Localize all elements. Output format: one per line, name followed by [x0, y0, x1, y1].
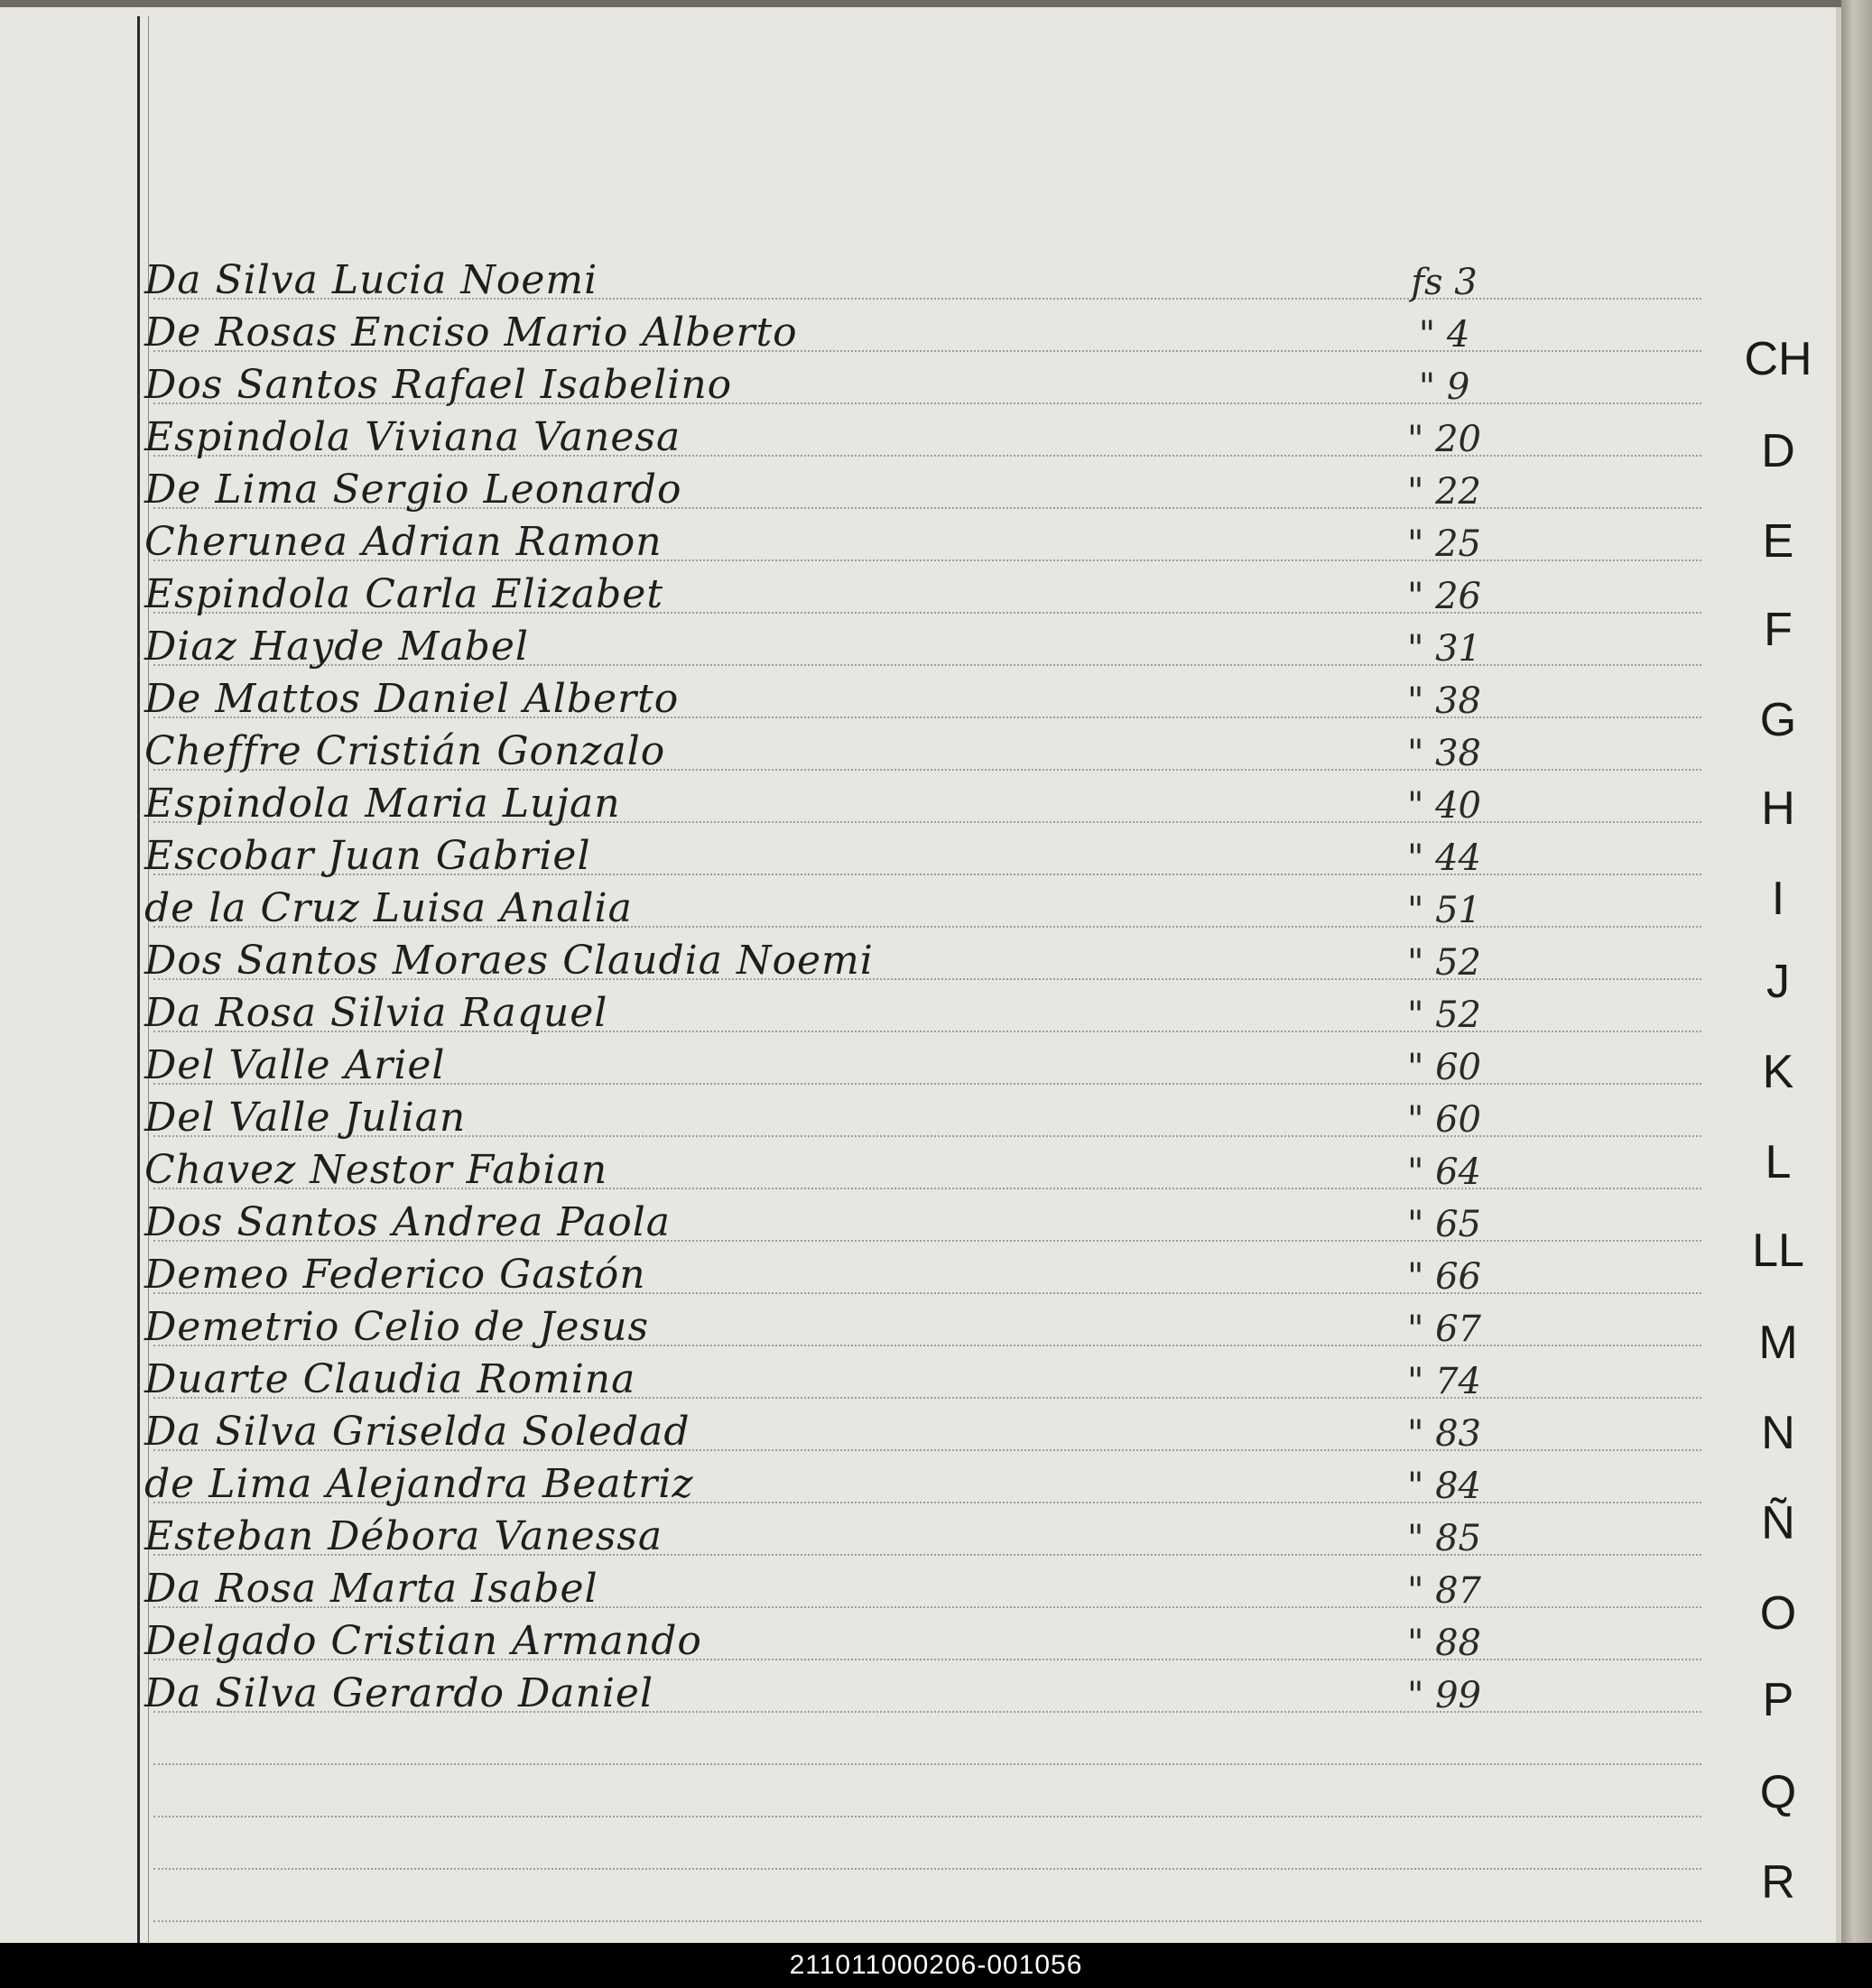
list-item: [144, 619, 1697, 673]
entry-name: Da Rosa Marta Isabel: [144, 1566, 598, 1612]
image-id-footer: 211011000206-001056: [0, 1943, 1872, 1988]
entry-folio: " 9: [1418, 366, 1470, 408]
ruled-line: [153, 1920, 1701, 1922]
index-tab-g: G: [1759, 694, 1797, 746]
index-tab-o: O: [1759, 1587, 1797, 1640]
index-tab-ch: CH: [1744, 333, 1812, 385]
alphabet-index-tabs: [1715, 7, 1841, 1943]
entry-name: Espindola Viviana Vanesa: [144, 414, 681, 460]
entry-name: Demeo Federico Gastón: [144, 1252, 646, 1298]
entry-name: De Lima Sergio Leonardo: [144, 467, 682, 513]
list-item: [144, 253, 1697, 307]
entry-folio: " 88: [1406, 1623, 1481, 1664]
list-item: [144, 776, 1697, 830]
index-tab-q: Q: [1759, 1766, 1797, 1818]
list-item: [144, 1195, 1697, 1249]
index-tab-i: I: [1771, 873, 1785, 925]
entry-name: Escobar Juan Gabriel: [144, 833, 591, 879]
entry-folio: " 74: [1406, 1361, 1481, 1402]
entry-name: Chavez Nestor Fabian: [144, 1147, 608, 1193]
entry-name: Del Valle Julian: [144, 1095, 467, 1141]
index-tab-l: L: [1765, 1136, 1792, 1188]
entry-name: Esteban Débora Vanessa: [144, 1513, 663, 1559]
entry-folio: " 20: [1406, 419, 1481, 460]
index-tab-m: M: [1758, 1317, 1798, 1369]
entry-name: Espindola Carla Elizabet: [144, 571, 664, 617]
entry-name: Delgado Cristian Armando: [144, 1618, 702, 1664]
list-item: [144, 1247, 1697, 1301]
list-item: [144, 1299, 1697, 1354]
list-item: [144, 933, 1697, 987]
book-spine-edge: [1841, 0, 1872, 1949]
index-tab-d: D: [1761, 425, 1795, 477]
entry-name: Espindola Maria Lujan: [144, 781, 621, 827]
index-tab-p: P: [1762, 1674, 1794, 1726]
entry-folio: " 31: [1406, 628, 1481, 670]
entry-name: De Mattos Daniel Alberto: [144, 676, 680, 722]
entry-folio: " 67: [1406, 1308, 1481, 1350]
entry-name: Duarte Claudia Romina: [144, 1356, 636, 1402]
list-item: [144, 514, 1697, 569]
entry-folio: " 26: [1406, 576, 1481, 617]
ruled-line: [153, 1816, 1701, 1817]
entry-name: Demetrio Celio de Jesus: [144, 1304, 650, 1350]
entry-name: Del Valle Ariel: [144, 1042, 446, 1088]
list-item: [144, 881, 1697, 935]
index-tab-f: F: [1764, 604, 1793, 656]
entry-name: Dos Santos Rafael Isabelino: [144, 362, 733, 408]
index-tab-enie: Ñ: [1761, 1497, 1795, 1549]
entry-folio: " 52: [1406, 942, 1481, 984]
entry-folio: " 38: [1406, 733, 1481, 774]
index-tab-r: R: [1761, 1856, 1795, 1909]
entry-folio: " 25: [1406, 523, 1481, 565]
list-item: [144, 828, 1697, 883]
ruled-line: [153, 1763, 1701, 1765]
list-item: [144, 1404, 1697, 1458]
entry-folio: " 52: [1406, 994, 1481, 1036]
list-item: [144, 1614, 1697, 1668]
entry-folio: " 60: [1406, 1099, 1481, 1141]
entry-folio: " 4: [1418, 314, 1470, 356]
list-item: [144, 1038, 1697, 1092]
index-tab-ll: LL: [1752, 1225, 1804, 1277]
list-item: [144, 985, 1697, 1040]
list-item: [144, 1090, 1697, 1144]
entry-name: de Lima Alejandra Beatriz: [144, 1461, 694, 1507]
list-item: [144, 305, 1697, 359]
entry-folio: " 85: [1406, 1518, 1481, 1559]
list-item: [144, 462, 1697, 516]
entry-folio: " 83: [1406, 1413, 1481, 1455]
ledger-page: [0, 7, 1841, 1943]
entry-name: de la Cruz Luisa Analia: [144, 885, 633, 931]
entry-folio: " 65: [1406, 1204, 1481, 1245]
entry-name: Dos Santos Moraes Claudia Noemi: [144, 938, 874, 984]
entry-folio: fs 3: [1411, 262, 1478, 303]
list-item: [144, 567, 1697, 621]
index-tab-k: K: [1762, 1046, 1794, 1098]
list-item: [144, 1456, 1697, 1511]
index-tab-h: H: [1761, 782, 1795, 835]
list-item: [144, 357, 1697, 411]
entry-name: Da Rosa Silvia Raquel: [144, 990, 608, 1036]
entry-name: Da Silva Griselda Soledad: [144, 1409, 690, 1455]
index-tab-e: E: [1762, 515, 1794, 568]
ruled-line: [153, 1868, 1701, 1870]
entry-folio: " 60: [1406, 1047, 1481, 1088]
index-tab-j: J: [1766, 956, 1790, 1008]
entry-folio: " 84: [1406, 1466, 1481, 1507]
entry-name: Dos Santos Andrea Paola: [144, 1199, 672, 1245]
entry-folio: " 44: [1406, 837, 1481, 879]
entry-name: Cherunea Adrian Ramon: [144, 519, 663, 565]
entry-folio: " 64: [1406, 1151, 1481, 1193]
margin-line: [137, 16, 140, 1943]
entry-name: Cheffre Cristián Gonzalo: [144, 728, 666, 774]
entry-folio: " 99: [1406, 1675, 1481, 1716]
entry-name: Diaz Hayde Mabel: [144, 624, 529, 670]
list-item: [144, 671, 1697, 726]
entry-folio: " 40: [1406, 785, 1481, 827]
entry-name: Da Silva Gerardo Daniel: [144, 1670, 654, 1716]
list-item: [144, 724, 1697, 778]
list-item: [144, 1509, 1697, 1563]
entry-folio: " 38: [1406, 680, 1481, 722]
list-item: [144, 410, 1697, 464]
entry-name: Da Silva Lucia Noemi: [144, 257, 598, 303]
list-item: [144, 1666, 1697, 1720]
entry-folio: " 87: [1406, 1570, 1481, 1612]
entry-name: De Rosas Enciso Mario Alberto: [144, 310, 798, 356]
list-item: [144, 1142, 1697, 1197]
entry-folio: " 22: [1406, 471, 1481, 513]
list-item: [144, 1561, 1697, 1615]
entry-folio: " 51: [1406, 890, 1481, 931]
index-tab-n: N: [1761, 1407, 1795, 1459]
entry-folio: " 66: [1406, 1256, 1481, 1298]
list-item: [144, 1352, 1697, 1406]
